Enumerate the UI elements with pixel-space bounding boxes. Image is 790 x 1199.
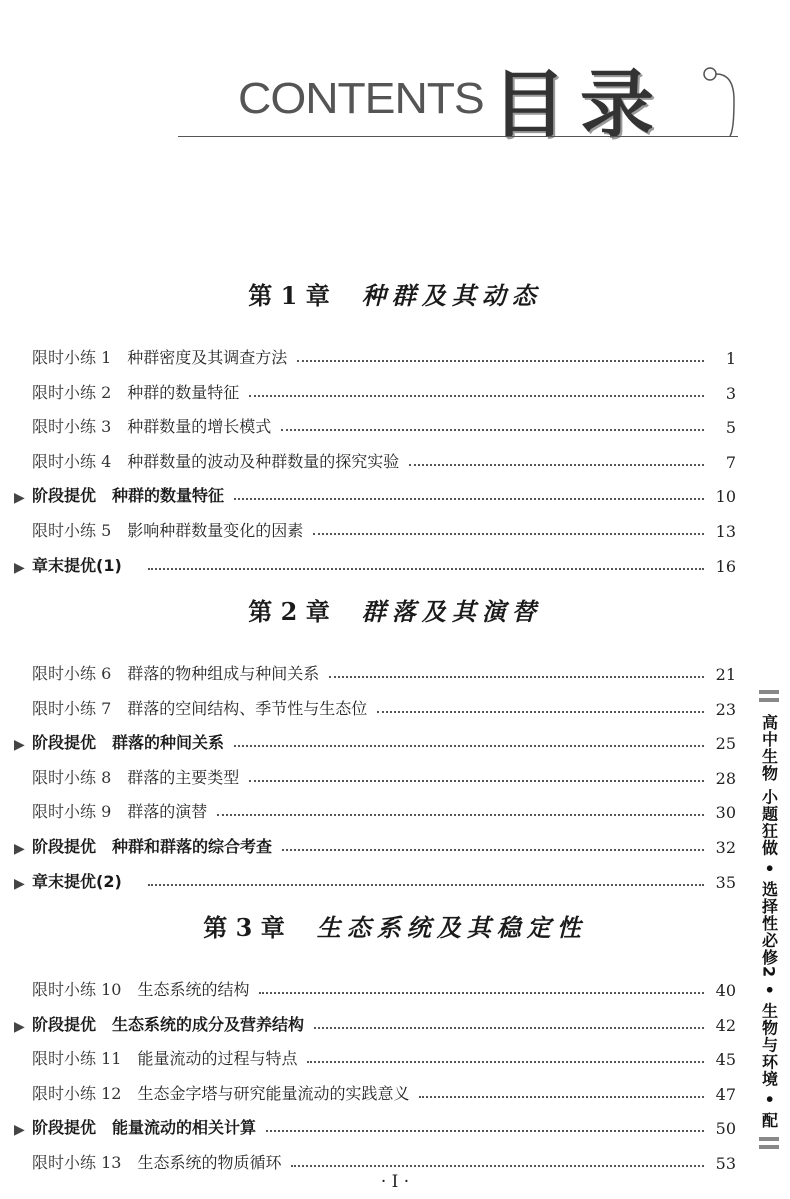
dot-leader [377,711,704,713]
toc-row[interactable] [14,409,736,437]
toc-row[interactable] [14,548,736,576]
toc-title: 种群数量的波动及种群数量的探究实验 [127,451,400,471]
mulu-title: 目录 [492,62,668,148]
dot-leader [266,1130,704,1132]
header-curve-decoration [690,60,750,140]
header-rule [178,136,738,137]
toc-label [32,765,245,788]
dot-leader [148,884,704,886]
toc-row[interactable] [14,760,736,788]
dot-leader [409,464,704,466]
chapter-number: 第 3 章 [203,913,285,942]
toc-page-number: 23 [715,699,736,719]
contents-heading: CONTENTS [238,74,484,123]
dot-leader [307,1061,704,1063]
dot-leader [313,533,704,535]
toc-kind: 阶段提优 [32,837,97,856]
chapter-name: 生态系统及其稳定性 [316,913,587,942]
toc-row[interactable] [14,1145,736,1173]
chapter-name: 种群及其动态 [361,281,542,310]
toc-page-number: 3 [725,383,736,403]
toc-row[interactable] [14,444,736,472]
toc-label [32,1115,262,1138]
dot-leader [249,780,704,782]
triangle-marker-icon: ▶ [14,1018,25,1035]
toc-page-number: 42 [715,1015,736,1035]
dot-leader [259,992,704,994]
toc-kind: 限时小练 2 [32,382,112,402]
toc-page-number: 30 [715,803,736,823]
toc-title: 能量流动的相关计算 [112,1118,257,1138]
toc-page-number: 40 [715,981,736,1000]
toc-label [32,1012,310,1035]
toc-title: 生态系统的结构 [137,980,250,999]
toc-title: 群落的主要类型 [127,767,240,787]
toc-page-number: 7 [725,452,736,472]
triangle-marker-icon: ▶ [14,559,25,576]
toc-kind: 限时小练 5 [32,521,112,540]
side-strip-text: 高中生物 小题狂做 • 选择性必修2 • 生物与环境 • 配 [759,714,779,1129]
toc-kind: 阶段提优 [32,1118,97,1138]
toc-title: 生态系统的物质循环 [137,1153,282,1172]
dot-leader [217,814,704,816]
toc-label [32,483,230,506]
toc-row[interactable] [14,656,736,684]
toc-row[interactable] [14,340,736,368]
toc-page-number: 13 [715,522,736,541]
toc-kind: 章末提优(1) [32,555,122,575]
toc-title: 群落的种间关系 [112,733,225,753]
toc-page-number: 1 [725,349,736,368]
dot-leader [297,360,704,362]
toc-kind: 阶段提优 [32,733,97,753]
toc-label [32,449,405,472]
toc-row[interactable] [14,1076,736,1104]
toc-row[interactable] [14,864,736,892]
toc-label [32,869,144,892]
toc-title: 种群和群落的综合考查 [112,837,273,856]
toc-page-number: 53 [715,1154,736,1173]
toc-label [32,730,230,753]
toc-title: 群落的空间结构、季节性与生态位 [127,698,368,718]
toc-page-number: 16 [715,556,736,576]
dot-leader [234,498,704,500]
toc-title: 生态金字塔与研究能量流动的实践意义 [137,1083,410,1103]
toc-kind: 限时小练 9 [32,802,112,822]
toc-page-number: 21 [715,665,736,684]
toc-kind: 阶段提优 [32,486,97,506]
dot-leader [234,745,704,747]
side-bars-top [759,690,779,706]
toc-row[interactable] [14,972,736,1000]
toc-title: 种群的数量特征 [112,486,225,506]
toc-page-number: 10 [715,487,736,507]
toc-label [32,1081,415,1104]
toc-title: 生态系统的成分及营养结构 [112,1014,305,1034]
dot-leader [282,849,704,851]
page-number: · I · [380,1172,410,1192]
toc-page-number: 50 [715,1119,736,1139]
side-strip [752,690,786,1170]
triangle-marker-icon: ▶ [14,737,25,754]
dot-leader [419,1096,704,1098]
toc-label [32,661,325,684]
toc-kind: 章末提优(2) [32,871,122,891]
toc-row[interactable] [14,794,736,822]
toc-kind: 限时小练 13 [32,1153,122,1172]
toc-title: 能量流动的过程与特点 [137,1049,298,1069]
chapter-1-heading [0,276,790,311]
toc-row[interactable] [14,513,736,541]
toc-row[interactable] [14,725,736,753]
triangle-marker-icon: ▶ [14,490,25,507]
chapter-2-heading [0,592,790,627]
toc-kind: 限时小练 11 [32,1049,122,1069]
dot-leader [249,395,704,397]
toc-label [32,518,309,541]
toc-title: 群落的物种组成与种间关系 [127,664,320,683]
toc-kind: 阶段提优 [32,1014,97,1034]
toc-kind: 限时小练 1 [32,348,112,367]
toc-kind: 限时小练 6 [32,664,112,683]
dot-leader [291,1165,704,1167]
toc-title: 种群密度及其调查方法 [127,348,288,367]
toc-row[interactable] [14,478,736,506]
toc-label [32,696,373,719]
dot-leader [281,429,704,431]
toc-row[interactable] [14,1041,736,1069]
toc-label [32,977,255,1000]
toc-kind: 限时小练 8 [32,767,112,787]
toc-row[interactable] [14,691,736,719]
page-header [0,0,790,160]
triangle-marker-icon: ▶ [14,1122,25,1139]
toc-row[interactable] [14,1110,736,1138]
toc-label [32,553,144,576]
toc-kind: 限时小练 4 [32,451,112,471]
toc-page-number: 25 [715,734,736,754]
chapter-number: 第 2 章 [248,597,330,626]
triangle-marker-icon: ▶ [14,841,25,857]
toc-page-number: 28 [715,768,736,788]
toc-title: 群落的演替 [127,802,208,822]
chapter-name: 群落及其演替 [361,597,542,626]
toc-kind: 限时小练 10 [32,980,122,999]
toc-label [32,414,277,437]
toc-kind: 限时小练 3 [32,417,112,437]
toc-page-number: 35 [715,872,736,892]
toc-kind: 限时小练 12 [32,1083,122,1103]
dot-leader [314,1027,704,1029]
dot-leader [329,676,704,678]
toc-title: 影响种群数量变化的因素 [127,521,304,540]
toc-label [32,799,213,822]
toc-row[interactable] [14,375,736,403]
toc-label [32,345,293,368]
chapter-number: 第 1 章 [248,281,330,310]
toc-label [32,380,245,403]
triangle-marker-icon: ▶ [14,875,25,892]
toc-title: 种群的数量特征 [127,382,240,402]
toc-row[interactable] [14,829,736,857]
toc-page-number: 45 [715,1050,736,1070]
toc-page-number: 47 [715,1084,736,1104]
toc-kind: 限时小练 7 [32,698,112,718]
toc-page-number: 5 [725,418,736,438]
toc-page-number: 32 [715,838,736,857]
toc-row[interactable] [14,1007,736,1035]
toc-title: 种群数量的增长模式 [127,417,272,437]
toc-label [32,1046,303,1069]
chapter-3-heading [0,908,790,943]
side-bars-bottom [759,1137,779,1153]
dot-leader [148,568,704,570]
toc-label [32,1150,287,1173]
toc-label [32,834,278,857]
